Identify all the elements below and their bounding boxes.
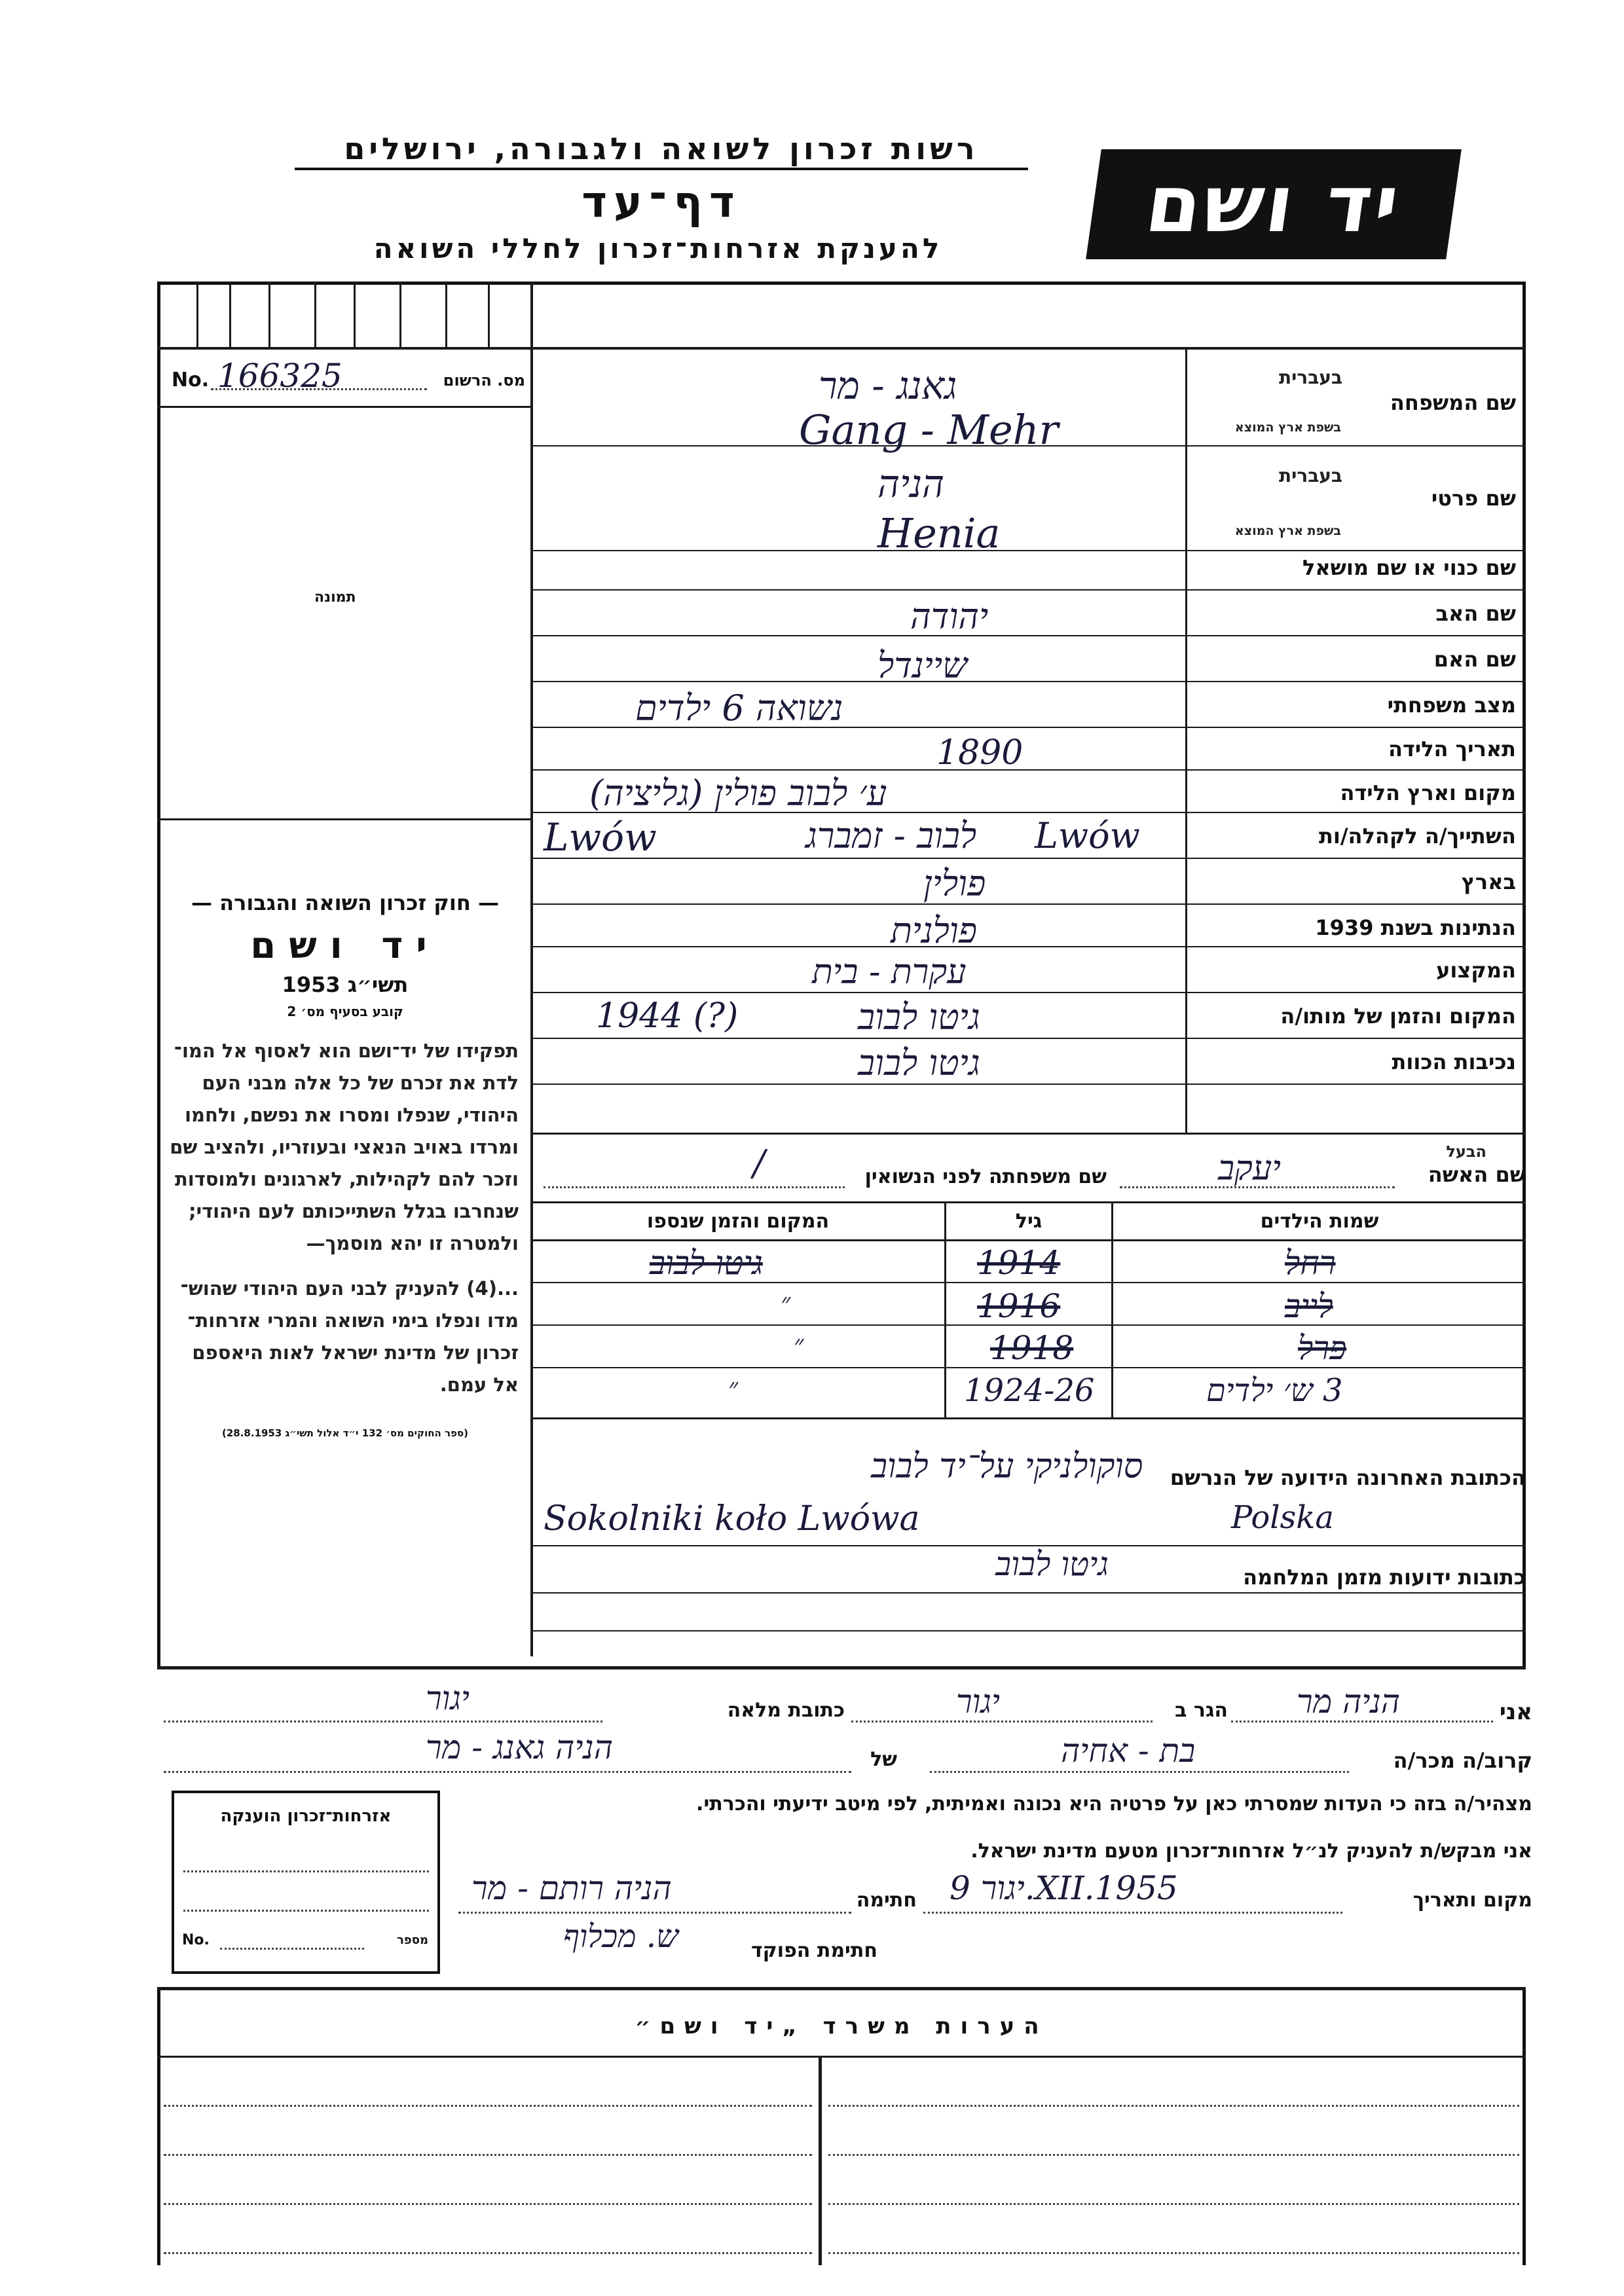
declarant-i-label: אני — [1499, 1699, 1532, 1725]
officer-value[interactable]: ש. מכלוף — [563, 1918, 679, 1955]
holocaust-addr-label: נכיבות הכוות — [1392, 1049, 1516, 1074]
law-excerpt — [172, 890, 519, 1439]
child-age[interactable]: 1914 — [977, 1244, 1061, 1282]
citizenship-value[interactable]: פולנית — [891, 910, 978, 951]
child-place[interactable]: גיטו לבוב — [650, 1244, 763, 1282]
reg-no-heb-label: מס. הרשום — [443, 371, 525, 390]
place-date-label: מקום ותאריך — [1412, 1889, 1532, 1912]
child-place[interactable]: ״ — [794, 1330, 804, 1360]
statement-2: אני מבקש/ת להעניק לנ״ל אזרחות־זכרון מטעם מדינת ישראל. — [970, 1840, 1532, 1863]
authority-name: רשות זכרון לשואה ולגבורה, ירושלים — [295, 131, 1028, 170]
death-value-year[interactable]: 1944 (?) — [596, 996, 739, 1036]
form-subtitle: להענקת אזרחות־זכרון לחללי השואה — [373, 232, 943, 264]
note-line[interactable] — [164, 2154, 812, 2156]
reg-no-value[interactable]: 166325 — [217, 357, 342, 395]
reg-no-label: No. — [172, 369, 210, 392]
last-address-country[interactable]: Polska — [1231, 1499, 1334, 1536]
last-address-lat[interactable]: Sokolniki koło Lwówa — [544, 1499, 920, 1539]
child-name[interactable]: פרל — [1298, 1329, 1347, 1367]
law-year: תשי״ג 1953 — [282, 972, 409, 997]
last-address-heb[interactable]: סוקולניקי על־יד לבוב — [871, 1447, 1143, 1486]
law-text: תפקידו של יד־ושם הוא לאסוף אל המו־ לדת את זכרם של כל אלה מבני העם היהודי, שנפלו ומסרו את נפשם, ולחמו ומרדו באויב הנאצי ובעוזריו, ולהציב שם וזכר להם לקהילות, לארגונים ולמוסדות שנחרבו בגלל השתייכותם לעם היהודי; ולמטרה זו יהא מוסמך— ...(4) להעניק לבני העם היהודי שהוש־ מדו ונפלו בימי השואה והמרי אזרחות־ זכרון של מדינת ישראל לאות היאספם אל עמם. — [170, 1040, 519, 1396]
stamp-no-heb: מספר — [397, 1933, 428, 1947]
family-name-lat-value[interactable]: Gang - Mehr — [799, 406, 1059, 454]
note-line[interactable] — [828, 2105, 1519, 2107]
statement-1: מצהיר/ה בזה כי העדות שמסרתי כאן על פרטיה היא נכונה ואמיתית, לפי מיטב ידיעתי והכרתי. — [696, 1793, 1532, 1815]
first-name-label: שם פרטי — [1431, 486, 1516, 511]
stamp-no-label: No. — [182, 1932, 210, 1948]
maiden-value[interactable]: / — [753, 1142, 766, 1184]
photo-label: תמונה — [314, 589, 356, 606]
form-title: דף־עד — [581, 177, 741, 227]
signature-label: חתימה — [856, 1889, 917, 1912]
nickname-label: שם כנוי או שם מושאל — [1302, 555, 1516, 580]
children-header-age: גיל — [1015, 1210, 1043, 1233]
note-line[interactable] — [828, 2203, 1519, 2205]
mother-label: שם האם — [1433, 647, 1516, 672]
first-heb-sublabel: בעברית — [1278, 465, 1342, 486]
birthplace-label: מקום וארץ הלידה — [1340, 780, 1516, 805]
declarant-resides-value[interactable]: יגור — [956, 1683, 1000, 1721]
family-name-heb-value[interactable]: גאנג - מר — [819, 363, 957, 408]
child-name[interactable]: 3 ש׳ ילדים — [1206, 1372, 1343, 1409]
child-age[interactable]: 1918 — [990, 1329, 1074, 1367]
notes-title: הערות משרד „יד ושם״ — [635, 2013, 1048, 2039]
signature-value[interactable]: הניה רותם - מר — [471, 1869, 672, 1907]
registration-number — [172, 357, 525, 403]
child-name[interactable]: רחל — [1285, 1244, 1336, 1282]
note-line[interactable] — [164, 2203, 812, 2205]
law-source: (ספר החוקים מס׳ 132 י״ד אלול תשי״ג 28.8.1953) — [221, 1427, 469, 1439]
marital-label: מצב משפחתי — [1387, 693, 1516, 718]
relation-label: קרוב/ה מכר/ה — [1393, 1748, 1532, 1773]
stamp-box-title: אזרחות־זכרון הוענקה — [220, 1806, 392, 1826]
birthdate-value[interactable]: 1890 — [936, 733, 1024, 773]
war-address-label: כתובות ידועות מזמן המלחמה — [1243, 1565, 1526, 1590]
children-table — [532, 1203, 1526, 1419]
full-address-label: כתובת מלאה — [727, 1699, 845, 1722]
declarant-resides-label: הגר ב — [1175, 1699, 1228, 1722]
father-value[interactable]: יהודה — [910, 596, 989, 637]
children-header-place: המקום והזמן שנספו — [646, 1210, 830, 1233]
note-line[interactable] — [828, 2154, 1519, 2156]
birthdate-label: תאריך הלידה — [1388, 737, 1516, 761]
family-heb-sublabel: בעברית — [1278, 367, 1342, 388]
community-value-lat[interactable]: Lwów — [544, 815, 657, 860]
note-line[interactable] — [828, 2252, 1519, 2254]
child-name[interactable]: לייב — [1285, 1287, 1333, 1325]
war-address-value[interactable]: גיטו לבוב — [995, 1545, 1109, 1583]
note-line[interactable] — [164, 2105, 812, 2107]
of-value[interactable]: הניה גאנג - מר — [426, 1728, 614, 1766]
profession-label: המקצוע — [1436, 958, 1516, 983]
children-header-names: שמות הילדים — [1260, 1210, 1379, 1233]
of-label: של — [870, 1748, 897, 1771]
death-label: המקום והזמן של מותו/ה — [1280, 1004, 1516, 1029]
law-title: — חוק זכרון השואה והגבורה — — [191, 890, 499, 915]
community-label: השתייך/ה לקהלה/ות — [1318, 824, 1516, 848]
relation-value[interactable]: בת - אחיה — [1061, 1732, 1196, 1770]
spouse-value[interactable]: יעקב — [1218, 1149, 1281, 1188]
law-clause: קובע בסעיף מס׳ 2 — [287, 1004, 403, 1019]
citizenship-stamp-box — [172, 1791, 440, 1974]
child-place[interactable]: ״ — [781, 1288, 791, 1318]
family-origin-sublabel: בשפת ארץ המוצא — [1234, 420, 1341, 435]
declarant-i-value[interactable]: הניה מר — [1297, 1683, 1401, 1721]
birthplace-value[interactable]: ע׳ לבוב פולין (גליציה) — [589, 773, 887, 814]
maiden-label: שם משפחתה לפני הנשואין — [864, 1165, 1107, 1188]
last-address-label: הכתובת האחרונה הידועה של הנרשם — [1170, 1465, 1526, 1490]
child-place[interactable]: ״ — [728, 1373, 739, 1403]
marital-value[interactable]: נשואה 6 ילדים — [635, 687, 843, 729]
spouse-sublabel: הבעל — [1446, 1142, 1486, 1161]
profession-value[interactable]: עקרת - בית — [812, 953, 967, 992]
full-address-value[interactable]: יגור — [426, 1679, 470, 1717]
first-name-lat-value[interactable]: Henia — [877, 509, 1001, 557]
first-origin-sublabel: בשפת ארץ המוצא — [1234, 524, 1341, 538]
first-name-heb-value[interactable]: הניה — [877, 462, 945, 506]
note-line[interactable] — [164, 2252, 812, 2254]
holocaust-addr-value[interactable]: גיטו לבוב — [858, 1042, 980, 1084]
country-value[interactable]: פולין — [923, 863, 986, 904]
country-label: בארץ — [1461, 869, 1516, 894]
mother-value[interactable]: שיינדל — [877, 645, 968, 686]
child-age[interactable]: 1924-26 — [964, 1372, 1095, 1409]
officer-label: חתימת הפוקד — [751, 1939, 877, 1962]
father-label: שם האב — [1435, 601, 1516, 626]
law-name: יד ושם — [250, 924, 440, 967]
place-date-value[interactable]: יגור 9.XII.1955 — [950, 1869, 1178, 1907]
child-age[interactable]: 1916 — [977, 1287, 1061, 1325]
community-value-heb[interactable]: לבוב - זמברג — [805, 815, 977, 856]
death-value-place[interactable]: גיטו לבוב — [858, 996, 980, 1038]
family-name-label: שם המשפחה — [1390, 390, 1516, 415]
citizenship-label: הנתינות בשנת 1939 — [1315, 915, 1516, 940]
spouse-label: שם האשה — [1428, 1162, 1526, 1187]
community-value-lat2[interactable]: Lwów — [1035, 815, 1140, 856]
yad-vashem-logo: יד ושם — [1086, 149, 1462, 259]
